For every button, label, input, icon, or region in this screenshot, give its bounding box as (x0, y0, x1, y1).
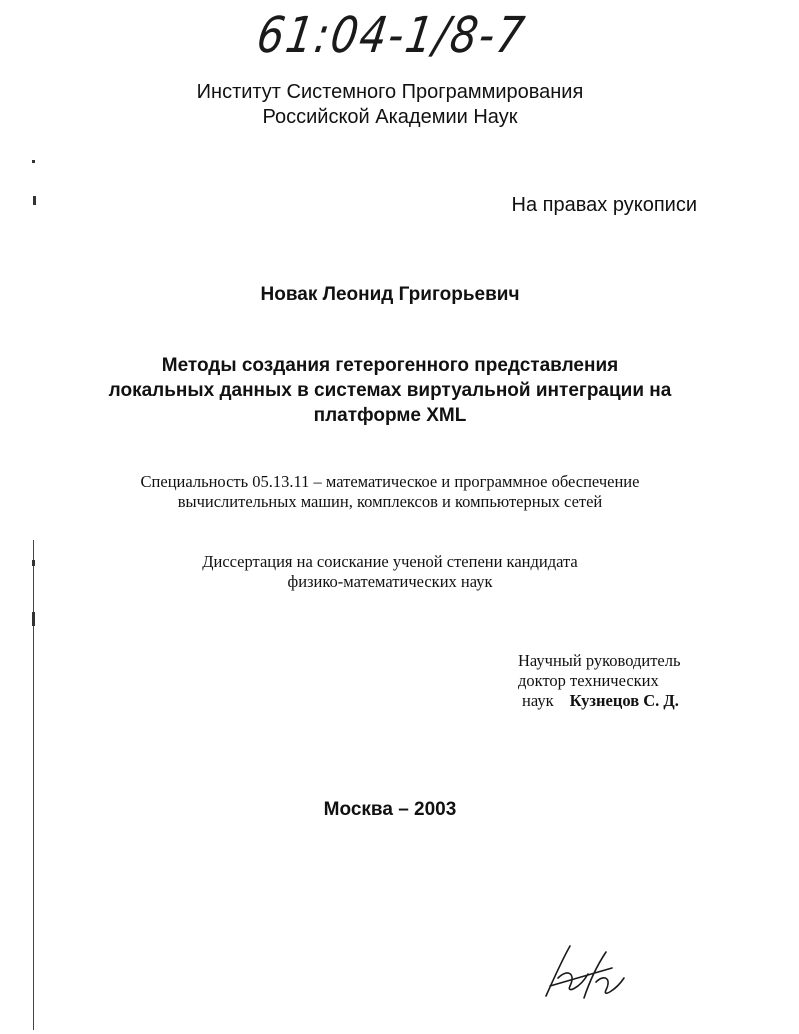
institute-line: Российской Академии Наук (262, 106, 518, 128)
dissertation-line: Диссертация на соискание ученой степени кандидата (202, 552, 578, 571)
supervisor-degree-last (518, 691, 681, 711)
supervisor-degree-word: наук (522, 691, 554, 710)
supervisor-role: Научный руководитель (518, 651, 681, 670)
dissertation-block (0, 552, 780, 592)
scan-speck (32, 160, 35, 163)
supervisor-degree: доктор технических (518, 671, 659, 690)
supervisor-name: Кузнецов С. Д. (569, 691, 679, 710)
specialty-line: Специальность 05.13.11 – математическое и программное обеспечение (140, 472, 640, 491)
city-year: Москва – 2003 (323, 799, 457, 820)
scan-speck (32, 612, 35, 626)
dissertation-line: физико-математических наук (287, 572, 493, 591)
scan-speck (33, 196, 36, 205)
handwritten-catalog-number: 61:04-1/8-7 (253, 6, 530, 64)
institute-line: Институт Системного Программирования (196, 81, 584, 103)
author-name: Новак Леонид Григорьевич (260, 284, 520, 305)
thesis-title (0, 353, 780, 428)
title-line: платформе XML (313, 405, 467, 426)
signature-icon (540, 938, 630, 1008)
title-line: Методы создания гетерогенного представления (161, 355, 619, 376)
institute-name (0, 80, 780, 130)
supervisor-block (518, 651, 681, 711)
rights-note: На правах рукописи (511, 194, 697, 216)
specialty-line: вычислительных машин, комплексов и компьютерных сетей (177, 492, 603, 511)
specialty-block (0, 472, 780, 512)
title-line: локальных данных в системах виртуальной интеграции на (108, 380, 672, 401)
